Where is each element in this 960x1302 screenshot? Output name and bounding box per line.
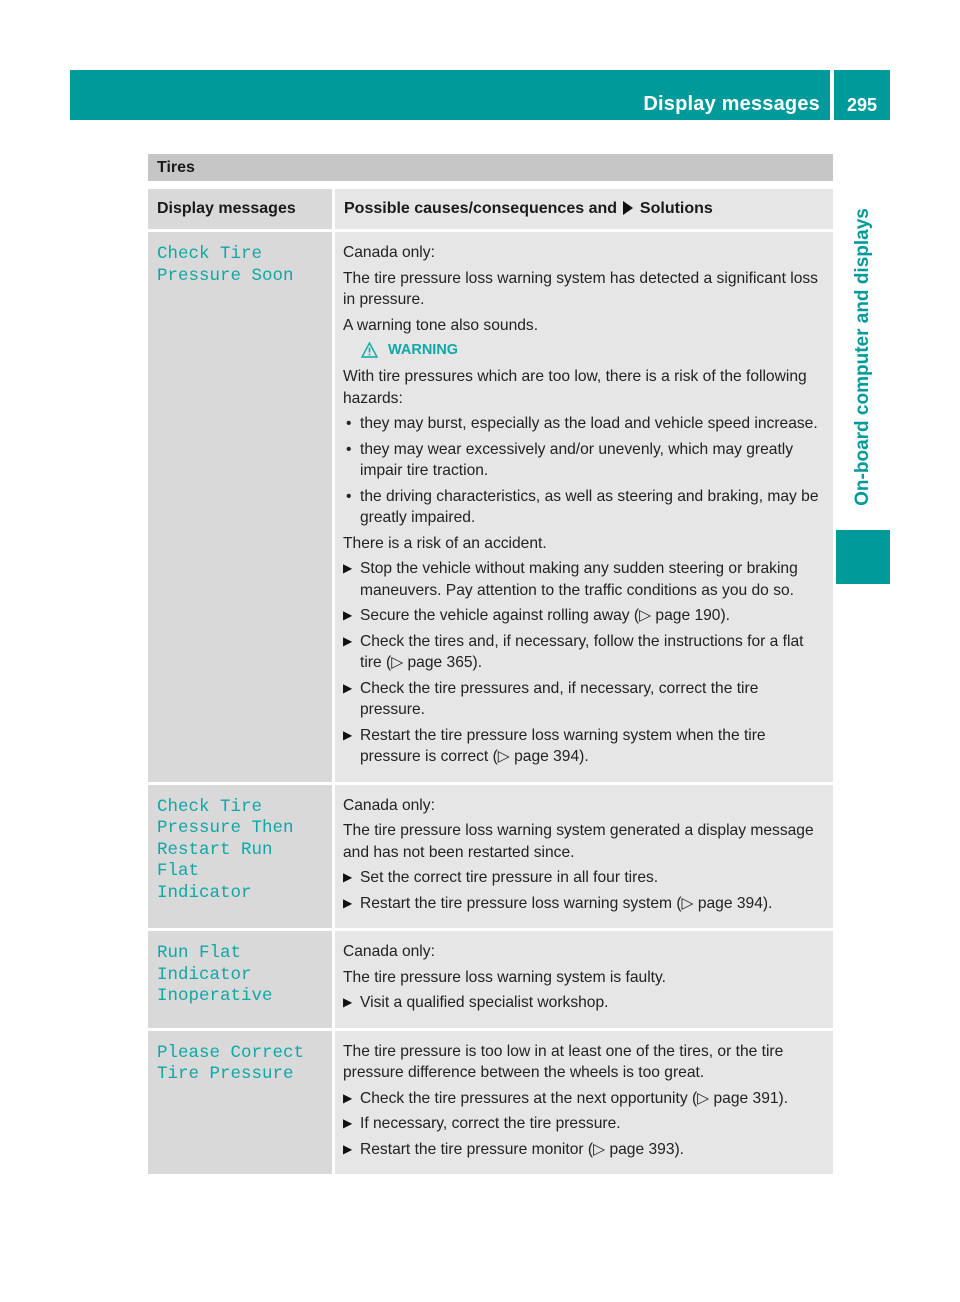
col-header-messages: Display messages [148,189,332,229]
table-row [148,931,833,1028]
step-arrow-icon: ▶ [343,895,353,910]
step-item: ▶ Restart the tire pressure monitor (▷ page 393). [343,1139,827,1161]
side-tab [836,125,890,590]
solution-cell: The tire pressure is too low in at least one of the tires, or the tire pressure difference between the wheels is too great. ▶ Check the tire pressures at the next opportunity (▷ page 391). ▶ If necessary, correct the tire pressure. ▶ Restart the tire pressure monitor (▷ page 393). [335,1031,833,1175]
step-arrow-icon: ▶ [343,995,353,1009]
table-row [148,232,833,782]
warning-triangle-icon [361,342,378,358]
bullet-icon: • [346,415,352,432]
step-item: ▶ Check the tire pressures at the next opportunity (▷ page 391). [343,1088,827,1110]
col-header-solutions: Possible causes/consequences and Solutions [335,189,833,229]
bullet-icon: • [346,487,352,505]
side-tab-marker [836,530,890,584]
chapter-title: Display messages [643,93,820,115]
display-message: Run Flat Indicator Inoperative [148,931,332,1028]
step-arrow-icon: ▶ [343,633,353,648]
table-header [148,189,833,229]
section-title [148,154,833,181]
display-message: Check Tire Pressure Soon [148,232,332,782]
step-arrow-icon: ▶ [343,1141,353,1156]
solution-cell: Canada only: The tire pressure loss warning system has detected a significant loss in pressure. A warning tone also sounds. WARNING With tire pressures which are too low, there is a risk of the following hazards: • they may burst, especially as the load and vehicle speed increase. • they may wear excessively and/or unevenly, which may greatly impair tire traction. • the driving characteristics, as well as steering and braking, may be greatly impaired. There is a risk of an accident. ▶ Stop the vehicle without making any sudden steering or braking maneuvers. Pay attention to the traffic conditions as you do so. ▶ Secure the vehicle against rolling away (▷ page 190). ▶ Check the tires and, if necessary, follow the instructions for a flat tire (▷ page 365). ▶ Check the tire pressures and, if necessary, correct the tire pressure. ▶ Restart the tire pressure loss warning system when the tire pressure is correct (▷ page 394). [335,232,833,782]
step-item: ▶ Restart the tire pressure loss warning system when the tire pressure is correct (▷ page 394). [343,725,827,768]
messages-table [148,189,833,1177]
list-item: • the driving characteristics, as well as steering and braking, may be greatly impaired. [343,486,827,529]
table-row [148,785,833,929]
table-row [148,1031,833,1175]
step-item: ▶ Restart the tire pressure loss warning system (▷ page 394). [343,893,827,915]
step-arrow-icon: ▶ [343,680,353,695]
step-arrow-icon: ▶ [343,727,353,742]
step-arrow-icon: ▶ [343,1116,353,1130]
arrow-icon [623,201,633,215]
display-message: Please Correct Tire Pressure [148,1031,332,1175]
step-arrow-icon: ▶ [343,608,353,622]
bullet-icon: • [346,440,352,458]
step-arrow-icon: ▶ [343,1090,353,1105]
step-item: ▶ Stop the vehicle without making any sudden steering or braking maneuvers. Pay attention to the traffic conditions as you do so. [343,558,827,601]
side-tab-label: On-board computer and displays [852,208,873,506]
step-arrow-icon: ▶ [343,561,353,575]
list-item: • they may burst, especially as the load and vehicle speed increase. [343,413,827,435]
step-item: ▶ Visit a qualified specialist workshop. [343,992,827,1014]
list-item: • they may wear excessively and/or unevenly, which may greatly impair tire traction. [343,439,827,482]
solution-cell: Canada only: The tire pressure loss warning system is faulty. ▶ Visit a qualified specialist workshop. [335,931,833,1028]
header-bar [70,70,830,120]
step-item: ▶ If necessary, correct the tire pressure. [343,1113,827,1135]
step-item: ▶ Check the tires and, if necessary, follow the instructions for a flat tire (▷ page 365). [343,631,827,674]
warning-heading: WARNING [343,342,827,358]
section-title-text: Tires [157,159,195,176]
page-number-box [834,70,890,120]
step-item: ▶ Check the tire pressures and, if necessary, correct the tire pressure. [343,678,827,721]
display-message: Check Tire Pressure Then Restart Run Flat Indicator [148,785,332,929]
step-item: ▶ Secure the vehicle against rolling away (▷ page 190). [343,605,827,627]
solution-cell: Canada only: The tire pressure loss warning system generated a display message and has not been restarted since. ▶ Set the correct tire pressure in all four tires. ▶ Restart the tire pressure loss warning system (▷ page 394). [335,785,833,929]
step-item: ▶ Set the correct tire pressure in all four tires. [343,867,827,889]
page-number: 295 [846,95,878,115]
step-arrow-icon: ▶ [343,870,353,884]
